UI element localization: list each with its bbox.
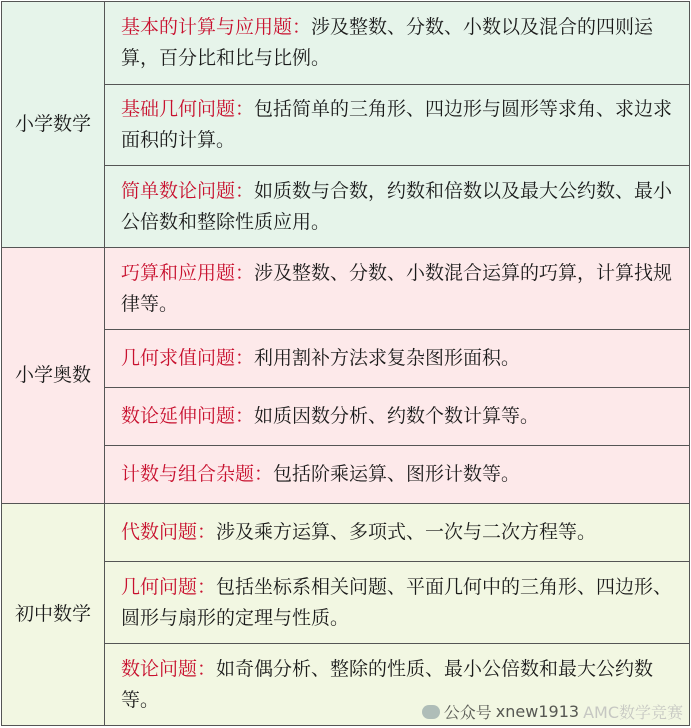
topic-keyword: 代数问题： <box>121 521 216 543</box>
topic-cell <box>105 388 690 446</box>
topic-keyword: 几何问题： <box>121 576 216 598</box>
topic-keyword: 基本的计算与应用题： <box>121 16 311 38</box>
watermark <box>422 700 683 723</box>
table-row <box>2 562 690 644</box>
topic-text: 如奇偶分析、整除的性质、最小公倍数和最大公约数等。 <box>121 658 653 711</box>
wechat-icon <box>422 705 440 719</box>
table-row <box>2 166 690 248</box>
table-row <box>2 248 690 330</box>
table-row <box>2 388 690 446</box>
topic-cell <box>105 85 690 166</box>
topic-cell <box>105 562 690 644</box>
topic-keyword: 几何求值问题： <box>121 347 254 369</box>
topic-text: 利用割补方法求复杂图形面积。 <box>254 347 520 369</box>
table-row <box>2 330 690 388</box>
topic-text: 涉及整数、分数、小数混合运算的巧算，计算找规律等。 <box>121 262 672 315</box>
topic-cell <box>105 248 690 330</box>
topic-keyword: 数论问题： <box>121 658 216 680</box>
topic-keyword: 基础几何问题： <box>121 98 254 120</box>
table-row <box>2 2 690 85</box>
topic-cell <box>105 2 690 85</box>
watermark-prefix: 公众号 <box>444 700 492 723</box>
topic-keyword: 计数与组合杂题： <box>121 463 273 485</box>
math-topics-table <box>1 1 690 726</box>
category-cell: 初中数学 <box>2 504 105 726</box>
topic-text: 涉及乘方运算、多项式、一次与二次方程等。 <box>216 521 596 543</box>
topic-cell <box>105 166 690 248</box>
topic-text: 如质数与合数，约数和倍数以及最大公约数、最小公倍数和整除性质应用。 <box>121 180 672 233</box>
table-row <box>2 446 690 504</box>
topic-keyword: 数论延伸问题： <box>121 405 254 427</box>
topic-text: 涉及整数、分数、小数以及混合的四则运算，百分比和比与比例。 <box>121 16 653 69</box>
topic-text: 包括简单的三角形、四边形与圆形等求角、求边求面积的计算。 <box>121 98 672 151</box>
topic-text: 包括阶乘运算、图形计数等。 <box>273 463 520 485</box>
topic-text: 如质因数分析、约数个数计算等。 <box>254 405 539 427</box>
topic-cell <box>105 330 690 388</box>
table-row <box>2 504 690 562</box>
category-cell: 小学数学 <box>2 2 105 248</box>
topic-keyword: 巧算和应用题： <box>121 262 254 284</box>
topic-cell <box>105 446 690 504</box>
watermark-handle: xnew1913 <box>496 702 579 721</box>
watermark-faded-text: AMC数学竞赛 <box>583 700 683 723</box>
table-row <box>2 85 690 166</box>
topic-keyword: 简单数论问题： <box>121 180 254 202</box>
category-cell: 小学奥数 <box>2 248 105 504</box>
topic-cell <box>105 504 690 562</box>
topic-text: 包括坐标系相关问题、平面几何中的三角形、四边形、圆形与扇形的定理与性质。 <box>121 576 672 629</box>
